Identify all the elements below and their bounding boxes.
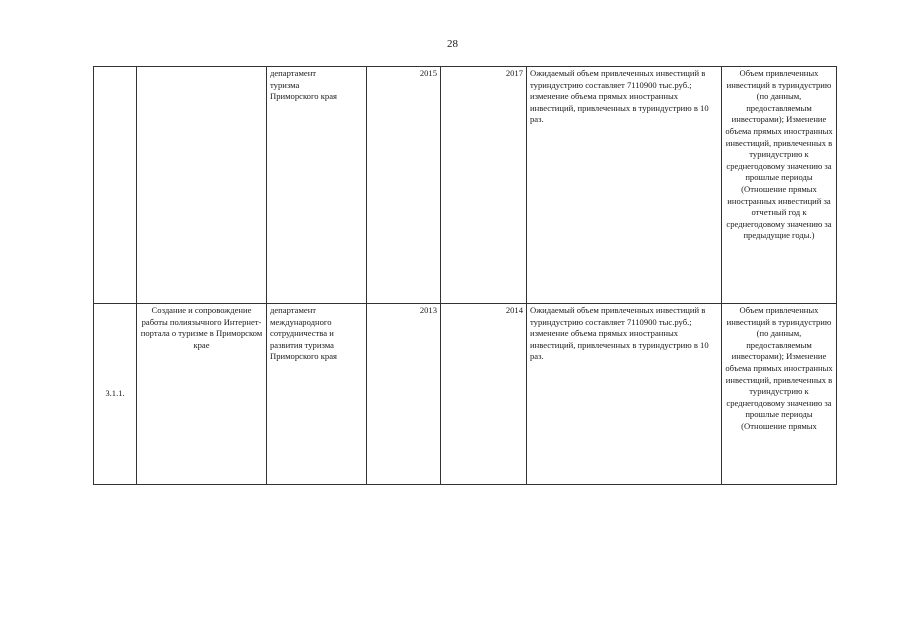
year-end-cell: 2017 xyxy=(441,67,527,304)
year-start-cell: 2013 xyxy=(367,304,441,485)
executor-cell xyxy=(267,67,367,304)
program-measures-table xyxy=(93,66,837,485)
year-start-cell: 2015 xyxy=(367,67,441,304)
year-end-cell: 2014 xyxy=(441,304,527,485)
measure-number-cell xyxy=(94,67,137,304)
measure-name-cell xyxy=(137,67,267,304)
indicator-cell: Объем привлеченных инвестиций в туриндустрию (по данным, предоставляемым инвесторами); Изменение объема прямых иностранных инвестиций, привлеченных в туриндустрию к среднегодовому значению за прошлые периоды (Отношение прямых xyxy=(722,304,837,485)
expected-result-cell: Ожидаемый объем привлеченных инвестиций в туриндустрию составляет 7110900 тыс.руб.; изменение объема прямых иностранных инвестиций, привлеченных в туриндустрию в 10 раз. xyxy=(527,67,722,304)
measure-number-cell: 3.1.1. xyxy=(94,304,137,485)
expected-result-cell: Ожидаемый объем привлеченных инвестиций в туриндустрию составляет 7110900 тыс.руб.; изменение объема прямых иностранных инвестиций, привлеченных в туриндустрию в 10 раз. xyxy=(527,304,722,485)
table-row xyxy=(94,304,837,485)
table-row xyxy=(94,67,837,304)
executor-text: департамент туризма Приморского края xyxy=(270,68,337,102)
executor-text: департамент международного сотрудничества и развития туризма Приморского края xyxy=(270,305,337,362)
indicator-cell: Объем привлеченных инвестиций в туриндустрию (по данным, предоставляемым инвесторами); Изменение объема прямых иностранных инвестиций, привлеченных в туриндустрию к среднегодовому значению за прошлые периоды (Отношение прямых иностранных инвестиций за отчетный год к среднегодовому значению за предыдущие годы.) xyxy=(722,67,837,304)
executor-cell xyxy=(267,304,367,485)
page-number: 28 xyxy=(447,38,458,50)
measure-name-cell: Создание и сопровождение работы полиязычного Интернет-портала о туризме в Приморском крае xyxy=(137,304,267,485)
